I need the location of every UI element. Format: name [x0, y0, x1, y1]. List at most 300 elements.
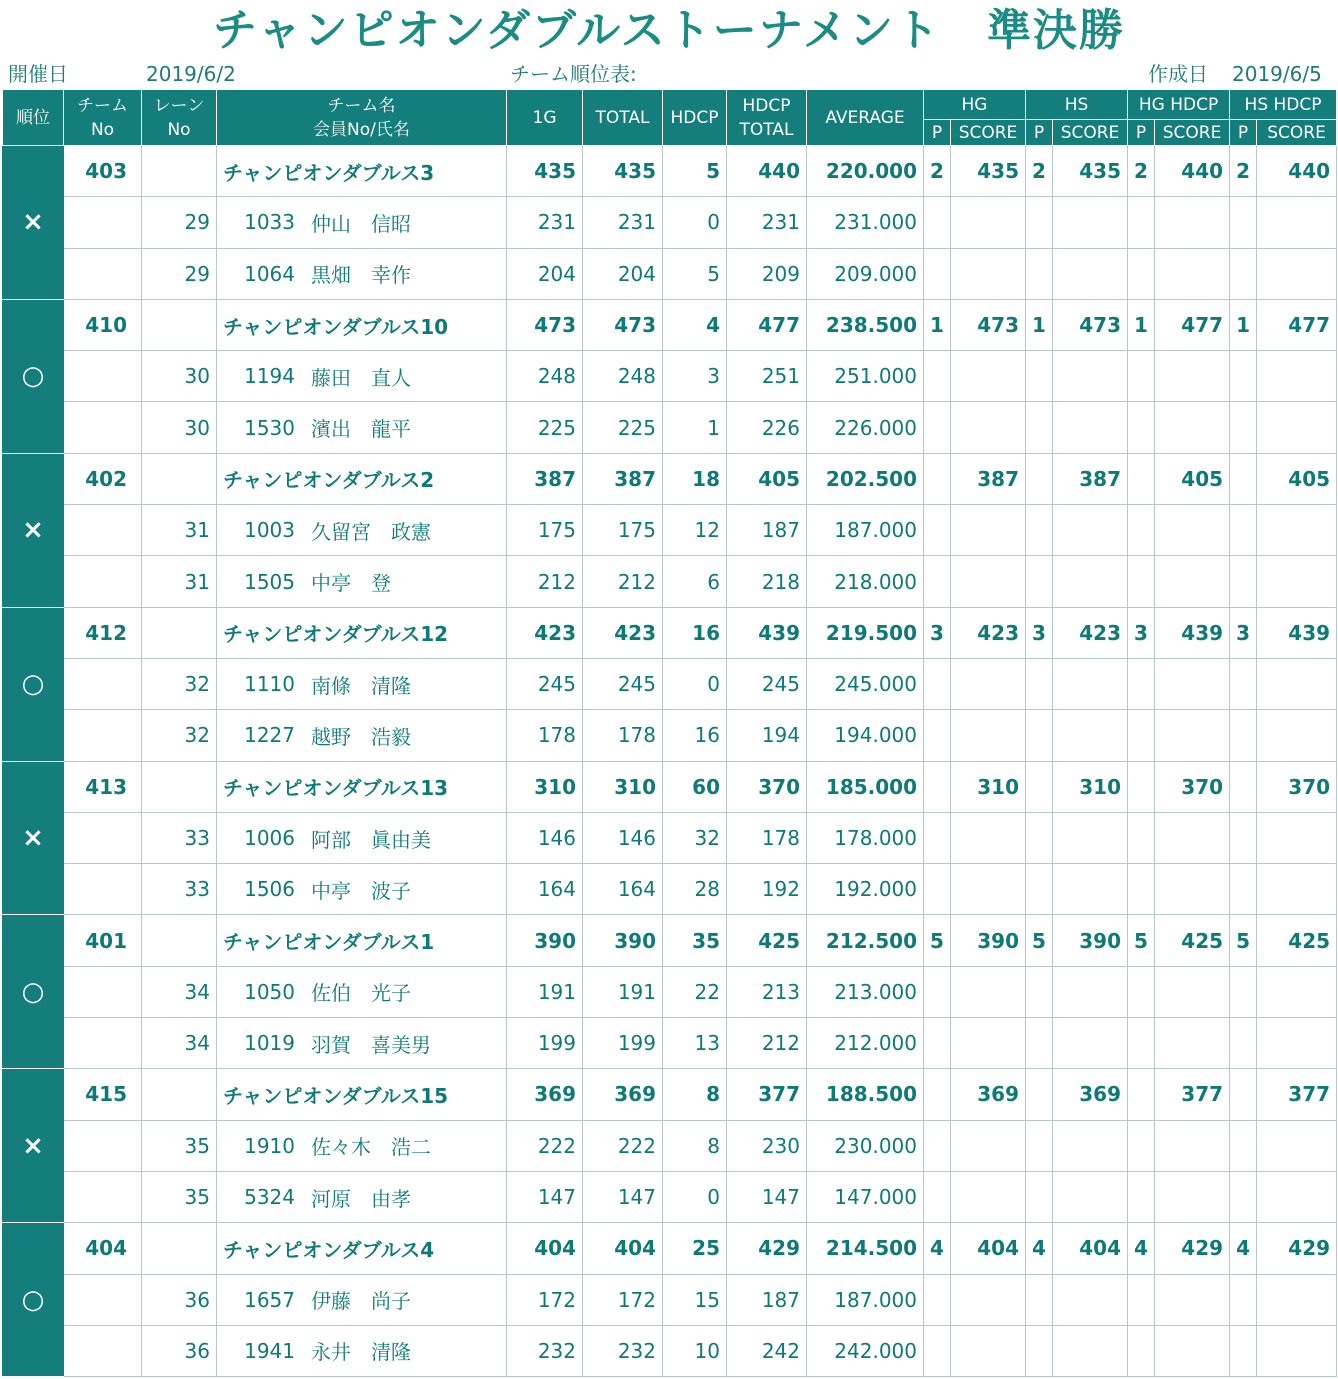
- team-no-empty: [64, 351, 142, 402]
- empty-cell: [924, 658, 951, 709]
- member-1g: 212: [507, 556, 583, 607]
- empty-cell: [1257, 812, 1337, 863]
- team-name: チャンピオンダブルス13: [217, 761, 507, 812]
- empty-cell: [1053, 1274, 1128, 1325]
- member-hdcp: 8: [663, 1120, 727, 1171]
- team-row: [3, 1069, 1337, 1120]
- empty-cell: [1053, 556, 1128, 607]
- empty-cell: [951, 1274, 1026, 1325]
- hs-score: 473: [1053, 299, 1128, 350]
- member-1g: 178: [507, 710, 583, 761]
- empty-cell: [924, 966, 951, 1017]
- member-lane: 31: [142, 556, 217, 607]
- member-cell: [217, 1171, 507, 1222]
- hg-hdcp-score: 439: [1155, 607, 1230, 658]
- hg-hdcp-score: 429: [1155, 1223, 1230, 1274]
- team-1g: 435: [507, 146, 583, 197]
- member-name: 仲山 信昭: [311, 211, 411, 236]
- member-row: [3, 1171, 1337, 1222]
- team-hdcp-total: 377: [727, 1069, 807, 1120]
- header-hdcp-total-line1: HDCP: [742, 95, 791, 116]
- team-hdcp: 16: [663, 607, 727, 658]
- member-row: [3, 1018, 1337, 1069]
- member-1g: 172: [507, 1274, 583, 1325]
- rank-mark: ×: [3, 761, 64, 915]
- team-hdcp-total: 477: [727, 299, 807, 350]
- header-team-no-line1: チーム: [77, 95, 128, 116]
- table-body: [3, 146, 1337, 1377]
- hg-hdcp-score: 440: [1155, 146, 1230, 197]
- member-id: 1033: [244, 210, 295, 235]
- team-average: 185.000: [807, 761, 924, 812]
- hs-position: [1026, 761, 1053, 812]
- member-1g: 204: [507, 248, 583, 299]
- member-cell: [217, 864, 507, 915]
- member-hdcp-total: 212: [727, 1018, 807, 1069]
- header-name-line1: チーム名: [327, 95, 396, 116]
- hs-hdcp-score: 439: [1257, 607, 1337, 658]
- member-lane: 32: [142, 710, 217, 761]
- team-hdcp: 8: [663, 1069, 727, 1120]
- team-no-empty: [64, 658, 142, 709]
- empty-cell: [1026, 197, 1053, 248]
- empty-cell: [1026, 710, 1053, 761]
- member-average: 194.000: [807, 710, 924, 761]
- member-1g: 222: [507, 1120, 583, 1171]
- member-average: 226.000: [807, 402, 924, 453]
- lane-no-empty: [142, 1223, 217, 1274]
- hg-position: [924, 1069, 951, 1120]
- empty-cell: [1257, 1120, 1337, 1171]
- team-average: 219.500: [807, 607, 924, 658]
- team-total: 387: [583, 453, 663, 504]
- rank-mark: ○: [3, 607, 64, 761]
- empty-cell: [1026, 248, 1053, 299]
- hs-score: 435: [1053, 146, 1128, 197]
- team-hdcp-total: 425: [727, 915, 807, 966]
- header-hdcp: HDCP: [663, 90, 727, 146]
- member-hdcp: 12: [663, 505, 727, 556]
- team-hdcp: 35: [663, 915, 727, 966]
- hs-hdcp-position: 2: [1230, 146, 1257, 197]
- empty-cell: [1128, 864, 1155, 915]
- team-row: [3, 607, 1337, 658]
- team-no: 402: [64, 453, 142, 504]
- hs-hdcp-position: 4: [1230, 1223, 1257, 1274]
- empty-cell: [951, 402, 1026, 453]
- hg-hdcp-position: 4: [1128, 1223, 1155, 1274]
- member-1g: 146: [507, 812, 583, 863]
- member-hdcp-total: 218: [727, 556, 807, 607]
- header-team-no-line2: No: [90, 119, 115, 140]
- empty-cell: [1155, 1171, 1230, 1222]
- member-hdcp: 6: [663, 556, 727, 607]
- empty-cell: [1053, 1325, 1128, 1376]
- header-lane-line2: No: [167, 119, 191, 140]
- member-lane: 35: [142, 1120, 217, 1171]
- team-no-empty: [64, 864, 142, 915]
- header-rank: 順位: [3, 90, 64, 146]
- hs-hdcp-position: 3: [1230, 607, 1257, 658]
- member-id: 1910: [244, 1133, 295, 1158]
- member-hdcp: 28: [663, 864, 727, 915]
- empty-cell: [1257, 1325, 1337, 1376]
- member-lane: 31: [142, 505, 217, 556]
- member-cell: [217, 556, 507, 607]
- team-no-empty: [64, 812, 142, 863]
- empty-cell: [1128, 710, 1155, 761]
- empty-cell: [1257, 864, 1337, 915]
- team-total: 423: [583, 607, 663, 658]
- member-hdcp-total: 251: [727, 351, 807, 402]
- hs-score: 423: [1053, 607, 1128, 658]
- hg-position: [924, 453, 951, 504]
- header-hs-hdcp: HS HDCP: [1230, 90, 1337, 120]
- empty-cell: [1230, 966, 1257, 1017]
- member-name: 中亭 波子: [311, 878, 411, 903]
- hs-score: 310: [1053, 761, 1128, 812]
- team-no-empty: [64, 1325, 142, 1376]
- member-total: 204: [583, 248, 663, 299]
- member-hdcp-total: 213: [727, 966, 807, 1017]
- rank-mark: ×: [3, 453, 64, 607]
- member-1g: 199: [507, 1018, 583, 1069]
- empty-cell: [1053, 1120, 1128, 1171]
- empty-cell: [1257, 351, 1337, 402]
- hs-hdcp-score: 377: [1257, 1069, 1337, 1120]
- team-hdcp: 4: [663, 299, 727, 350]
- member-total: 172: [583, 1274, 663, 1325]
- hs-hdcp-position: 1: [1230, 299, 1257, 350]
- member-id: 1003: [244, 518, 295, 543]
- empty-cell: [1230, 351, 1257, 402]
- empty-cell: [1155, 1018, 1230, 1069]
- member-average: 147.000: [807, 1171, 924, 1222]
- header-hdcp-total: [727, 90, 807, 146]
- team-1g: 423: [507, 607, 583, 658]
- hs-score: 387: [1053, 453, 1128, 504]
- empty-cell: [1230, 864, 1257, 915]
- empty-cell: [1128, 1120, 1155, 1171]
- member-hdcp: 22: [663, 966, 727, 1017]
- header-hs: HS: [1026, 90, 1128, 120]
- team-no-empty: [64, 1171, 142, 1222]
- empty-cell: [1053, 658, 1128, 709]
- empty-cell: [1026, 658, 1053, 709]
- member-lane: 29: [142, 197, 217, 248]
- empty-cell: [1230, 248, 1257, 299]
- team-row: [3, 1223, 1337, 1274]
- member-hdcp-total: 147: [727, 1171, 807, 1222]
- member-cell: [217, 197, 507, 248]
- empty-cell: [1026, 351, 1053, 402]
- empty-cell: [924, 1325, 951, 1376]
- empty-cell: [1155, 864, 1230, 915]
- member-row: [3, 864, 1337, 915]
- team-hdcp-total: 429: [727, 1223, 807, 1274]
- member-cell: [217, 1325, 507, 1376]
- empty-cell: [1155, 1325, 1230, 1376]
- member-lane: 34: [142, 1018, 217, 1069]
- empty-cell: [1128, 505, 1155, 556]
- hg-hdcp-position: 2: [1128, 146, 1155, 197]
- member-average: 187.000: [807, 1274, 924, 1325]
- empty-cell: [924, 812, 951, 863]
- empty-cell: [1053, 197, 1128, 248]
- hg-score: 473: [951, 299, 1026, 350]
- member-total: 191: [583, 966, 663, 1017]
- empty-cell: [1026, 1018, 1053, 1069]
- member-name: 久留宮 政憲: [311, 519, 431, 544]
- member-name: 阿部 眞由美: [311, 827, 431, 852]
- member-name: 中亭 登: [311, 571, 391, 596]
- team-hdcp-total: 440: [727, 146, 807, 197]
- empty-cell: [1128, 402, 1155, 453]
- team-no-empty: [64, 1274, 142, 1325]
- member-lane: 34: [142, 966, 217, 1017]
- team-total: 473: [583, 299, 663, 350]
- empty-cell: [1026, 402, 1053, 453]
- empty-cell: [1257, 556, 1337, 607]
- member-cell: [217, 402, 507, 453]
- rank-mark: ○: [3, 299, 64, 453]
- team-average: 188.500: [807, 1069, 924, 1120]
- team-hdcp-total: 370: [727, 761, 807, 812]
- empty-cell: [1053, 864, 1128, 915]
- member-cell: [217, 812, 507, 863]
- empty-cell: [1053, 402, 1128, 453]
- member-total: 231: [583, 197, 663, 248]
- team-average: 220.000: [807, 146, 924, 197]
- hs-hdcp-position: [1230, 761, 1257, 812]
- team-name: チャンピオンダブルス2: [217, 453, 507, 504]
- member-total: 225: [583, 402, 663, 453]
- member-cell: [217, 658, 507, 709]
- empty-cell: [1230, 1018, 1257, 1069]
- team-hdcp: 25: [663, 1223, 727, 1274]
- member-total: 175: [583, 505, 663, 556]
- hg-position: 4: [924, 1223, 951, 1274]
- empty-cell: [1257, 1018, 1337, 1069]
- hs-score: 404: [1053, 1223, 1128, 1274]
- team-1g: 369: [507, 1069, 583, 1120]
- hg-position: 1: [924, 299, 951, 350]
- lane-no-empty: [142, 299, 217, 350]
- empty-cell: [1053, 505, 1128, 556]
- empty-cell: [1026, 1171, 1053, 1222]
- member-1g: 248: [507, 351, 583, 402]
- member-row: [3, 1120, 1337, 1171]
- member-name: 河原 由孝: [311, 1186, 411, 1211]
- empty-cell: [1128, 812, 1155, 863]
- member-row: [3, 248, 1337, 299]
- empty-cell: [1230, 710, 1257, 761]
- member-1g: 245: [507, 658, 583, 709]
- member-hdcp-total: 194: [727, 710, 807, 761]
- empty-cell: [951, 864, 1026, 915]
- member-name: 黒畑 幸作: [311, 263, 411, 288]
- header-team-no: [64, 90, 142, 146]
- header-hg: HG: [924, 90, 1026, 120]
- team-row: [3, 299, 1337, 350]
- member-lane: 36: [142, 1274, 217, 1325]
- empty-cell: [924, 197, 951, 248]
- member-total: 212: [583, 556, 663, 607]
- team-no-empty: [64, 1018, 142, 1069]
- team-no: 403: [64, 146, 142, 197]
- empty-cell: [1155, 197, 1230, 248]
- member-id: 1019: [244, 1031, 295, 1056]
- member-name: 越野 浩毅: [311, 724, 411, 749]
- member-cell: [217, 248, 507, 299]
- empty-cell: [924, 402, 951, 453]
- team-no-empty: [64, 1120, 142, 1171]
- member-hdcp-total: 178: [727, 812, 807, 863]
- member-hdcp: 13: [663, 1018, 727, 1069]
- empty-cell: [1257, 710, 1337, 761]
- team-no: 415: [64, 1069, 142, 1120]
- member-row: [3, 812, 1337, 863]
- member-row: [3, 197, 1337, 248]
- member-hdcp-total: 187: [727, 1274, 807, 1325]
- ranking-table-label: チーム順位表:: [510, 62, 637, 86]
- empty-cell: [1230, 1171, 1257, 1222]
- empty-cell: [1026, 966, 1053, 1017]
- lane-no-empty: [142, 453, 217, 504]
- member-hdcp: 16: [663, 710, 727, 761]
- empty-cell: [1026, 1325, 1053, 1376]
- member-name: 永井 清隆: [311, 1340, 411, 1365]
- member-hdcp: 1: [663, 402, 727, 453]
- member-average: 230.000: [807, 1120, 924, 1171]
- member-id: 1227: [244, 723, 295, 748]
- hs-hdcp-position: [1230, 453, 1257, 504]
- member-total: 245: [583, 658, 663, 709]
- header-lane-line1: レーン: [153, 95, 205, 116]
- header-hgh-p: P: [1128, 120, 1155, 146]
- empty-cell: [951, 1120, 1026, 1171]
- hg-score: 423: [951, 607, 1026, 658]
- empty-cell: [1230, 1325, 1257, 1376]
- member-row: [3, 966, 1337, 1017]
- team-total: 404: [583, 1223, 663, 1274]
- member-1g: 225: [507, 402, 583, 453]
- member-row: [3, 505, 1337, 556]
- member-row: [3, 1274, 1337, 1325]
- empty-cell: [1026, 1274, 1053, 1325]
- rank-mark: ×: [3, 1069, 64, 1223]
- empty-cell: [951, 1018, 1026, 1069]
- empty-cell: [1257, 197, 1337, 248]
- member-row: [3, 1325, 1337, 1376]
- team-no-empty: [64, 556, 142, 607]
- header-lane-no: [142, 90, 217, 146]
- team-row: [3, 146, 1337, 197]
- hs-position: [1026, 1069, 1053, 1120]
- team-hdcp: 5: [663, 146, 727, 197]
- empty-cell: [924, 1018, 951, 1069]
- header-hsh-p: P: [1230, 120, 1257, 146]
- member-lane: 33: [142, 812, 217, 863]
- team-name: チャンピオンダブルス4: [217, 1223, 507, 1274]
- empty-cell: [1128, 658, 1155, 709]
- team-average: 202.500: [807, 453, 924, 504]
- empty-cell: [951, 812, 1026, 863]
- member-hdcp-total: 242: [727, 1325, 807, 1376]
- team-name: チャンピオンダブルス12: [217, 607, 507, 658]
- member-cell: [217, 966, 507, 1017]
- rank-mark: ○: [3, 915, 64, 1069]
- member-cell: [217, 1120, 507, 1171]
- empty-cell: [1155, 1274, 1230, 1325]
- team-ranking-table: [2, 89, 1337, 1377]
- empty-cell: [1155, 1120, 1230, 1171]
- member-lane: 36: [142, 1325, 217, 1376]
- hs-position: 3: [1026, 607, 1053, 658]
- team-name: チャンピオンダブルス1: [217, 915, 507, 966]
- hg-hdcp-position: 1: [1128, 299, 1155, 350]
- member-average: 242.000: [807, 1325, 924, 1376]
- member-name: 伊藤 尚子: [311, 1289, 411, 1314]
- hg-hdcp-position: 5: [1128, 915, 1155, 966]
- member-id: 1657: [244, 1287, 295, 1312]
- team-no: 410: [64, 299, 142, 350]
- member-lane: 35: [142, 1171, 217, 1222]
- empty-cell: [924, 505, 951, 556]
- member-1g: 191: [507, 966, 583, 1017]
- member-lane: 33: [142, 864, 217, 915]
- empty-cell: [924, 248, 951, 299]
- member-id: 1505: [244, 569, 295, 594]
- rank-mark: ×: [3, 146, 64, 300]
- member-average: 251.000: [807, 351, 924, 402]
- empty-cell: [1026, 864, 1053, 915]
- header-average: AVERAGE: [807, 90, 924, 146]
- created-date: 2019/6/5: [1232, 62, 1322, 86]
- empty-cell: [1155, 812, 1230, 863]
- team-no-empty: [64, 710, 142, 761]
- member-row: [3, 402, 1337, 453]
- empty-cell: [1128, 556, 1155, 607]
- member-average: 245.000: [807, 658, 924, 709]
- member-cell: [217, 351, 507, 402]
- member-average: 213.000: [807, 966, 924, 1017]
- member-row: [3, 658, 1337, 709]
- member-name: 南條 清隆: [311, 673, 411, 698]
- hg-hdcp-position: [1128, 1069, 1155, 1120]
- team-1g: 404: [507, 1223, 583, 1274]
- empty-cell: [1257, 1274, 1337, 1325]
- member-id: 5324: [244, 1185, 295, 1210]
- member-lane: 32: [142, 658, 217, 709]
- member-total: 248: [583, 351, 663, 402]
- empty-cell: [924, 864, 951, 915]
- member-hdcp: 10: [663, 1325, 727, 1376]
- empty-cell: [1155, 402, 1230, 453]
- event-date-label: 開催日: [8, 62, 68, 86]
- empty-cell: [1155, 556, 1230, 607]
- empty-cell: [951, 966, 1026, 1017]
- lane-no-empty: [142, 607, 217, 658]
- member-average: 209.000: [807, 248, 924, 299]
- team-no: 412: [64, 607, 142, 658]
- header-hs-p: P: [1026, 120, 1053, 146]
- member-id: 1530: [244, 415, 295, 440]
- empty-cell: [924, 710, 951, 761]
- lane-no-empty: [142, 915, 217, 966]
- empty-cell: [951, 658, 1026, 709]
- member-lane: 30: [142, 351, 217, 402]
